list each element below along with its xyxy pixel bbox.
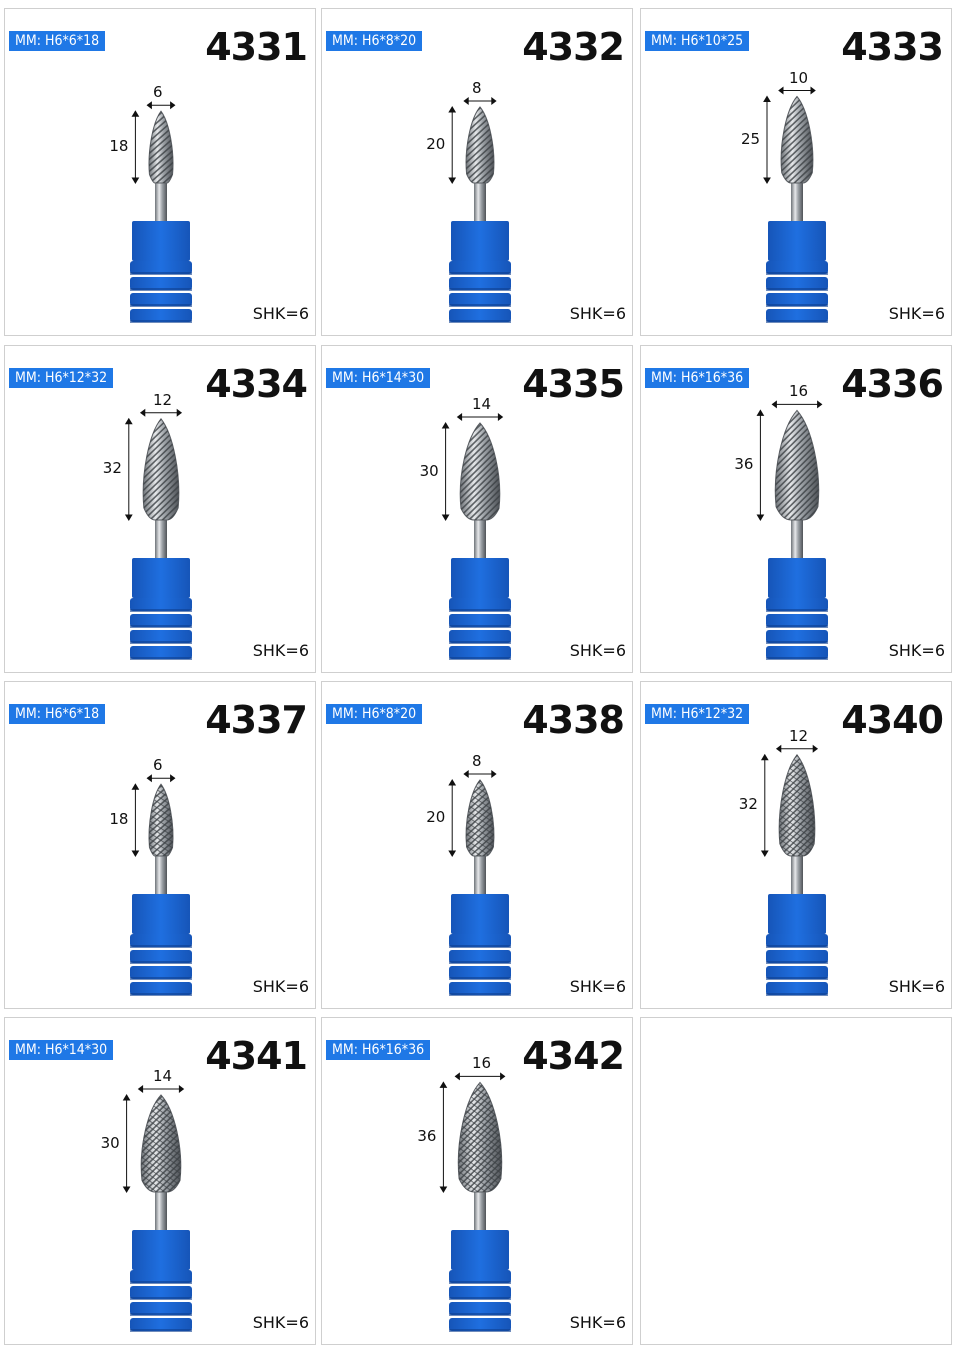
shank-size: SHK=6 (569, 304, 626, 323)
head-length-label: 20 (426, 135, 446, 153)
product-card[interactable] (321, 681, 633, 1009)
product-card[interactable] (4, 681, 316, 1009)
product-code: 4340 (841, 698, 943, 742)
shank (791, 179, 803, 227)
shank-size: SHK=6 (888, 641, 945, 660)
head-width-label: 12 (153, 390, 173, 409)
head-width-label: 6 (153, 756, 163, 775)
shank-size: SHK=6 (888, 304, 945, 323)
product-code: 4334 (205, 362, 307, 406)
blue-holder (130, 1230, 192, 1332)
head-length-label: 32 (102, 459, 122, 478)
shank (474, 516, 486, 564)
shank-size: SHK=6 (569, 641, 626, 660)
head-width-label: 8 (472, 79, 482, 97)
head-length-label: 36 (734, 455, 754, 474)
spec-tag: MM: H6*6*18 (9, 704, 105, 724)
shank-size: SHK=6 (252, 304, 309, 323)
product-code: 4342 (522, 1034, 624, 1078)
product-card[interactable] (4, 1017, 316, 1345)
spec-tag: MM: H6*12*32 (9, 368, 113, 388)
spec-tag: MM: H6*12*32 (645, 704, 749, 724)
blue-holder (449, 894, 511, 996)
product-code: 4333 (841, 25, 943, 69)
cutter-head (143, 419, 179, 520)
product-code: 4336 (841, 362, 943, 406)
head-length-label: 18 (109, 810, 129, 829)
shank-size: SHK=6 (888, 977, 945, 996)
product-card[interactable] (640, 345, 952, 673)
shank (155, 1188, 167, 1236)
product-card[interactable] (640, 681, 952, 1009)
head-width-label: 10 (789, 68, 809, 87)
product-code: 4335 (522, 362, 624, 406)
shank (155, 179, 167, 227)
head-width-label: 12 (789, 726, 809, 745)
head-length-label: 36 (417, 1127, 437, 1146)
product-card[interactable] (4, 345, 316, 673)
product-code: 4331 (205, 25, 307, 69)
shank-size: SHK=6 (569, 1313, 626, 1332)
head-length-label: 30 (419, 461, 439, 480)
product-card[interactable] (321, 8, 633, 336)
blue-holder (130, 221, 192, 323)
shank (474, 852, 486, 900)
head-width-label: 16 (789, 382, 809, 401)
blue-holder (130, 894, 192, 996)
head-width-label: 16 (472, 1054, 492, 1073)
head-length-label: 32 (738, 795, 758, 814)
head-length-label: 20 (426, 808, 446, 826)
head-width-label: 6 (153, 83, 163, 102)
shank-size: SHK=6 (569, 977, 626, 996)
shank (474, 1188, 486, 1236)
product-card[interactable] (321, 1017, 633, 1345)
product-card[interactable] (640, 8, 952, 336)
shank (155, 852, 167, 900)
blue-holder (449, 221, 511, 323)
spec-tag: MM: H6*16*36 (645, 368, 749, 388)
shank-size: SHK=6 (252, 641, 309, 660)
empty-card (640, 1017, 952, 1345)
spec-tag: MM: H6*16*36 (326, 1040, 430, 1060)
head-length-label: 18 (109, 137, 129, 156)
shank-size: SHK=6 (252, 1313, 309, 1332)
head-width-label: 14 (472, 395, 492, 413)
product-code: 4337 (205, 698, 307, 742)
product-code: 4341 (205, 1034, 307, 1078)
spec-tag: MM: H6*14*30 (326, 368, 430, 388)
spec-tag: MM: H6*8*20 (326, 704, 422, 724)
blue-holder (130, 558, 192, 660)
shank (791, 852, 803, 900)
head-length-label: 30 (100, 1133, 120, 1152)
shank (474, 179, 486, 227)
spec-tag: MM: H6*10*25 (645, 31, 749, 51)
product-card[interactable] (321, 345, 633, 673)
blue-holder (449, 558, 511, 660)
head-length-label: 25 (741, 129, 761, 148)
blue-holder (766, 558, 828, 660)
product-code: 4338 (522, 698, 624, 742)
shank-size: SHK=6 (252, 977, 309, 996)
spec-tag: MM: H6*14*30 (9, 1040, 113, 1060)
product-card[interactable] (4, 8, 316, 336)
blue-holder (766, 894, 828, 996)
head-width-label: 14 (153, 1067, 173, 1085)
spec-tag: MM: H6*8*20 (326, 31, 422, 51)
cutter-head (779, 755, 815, 856)
product-code: 4332 (522, 25, 624, 69)
shank (155, 516, 167, 564)
shank (791, 516, 803, 564)
blue-holder (766, 221, 828, 323)
head-width-label: 8 (472, 752, 482, 770)
blue-holder (449, 1230, 511, 1332)
spec-tag: MM: H6*6*18 (9, 31, 105, 51)
